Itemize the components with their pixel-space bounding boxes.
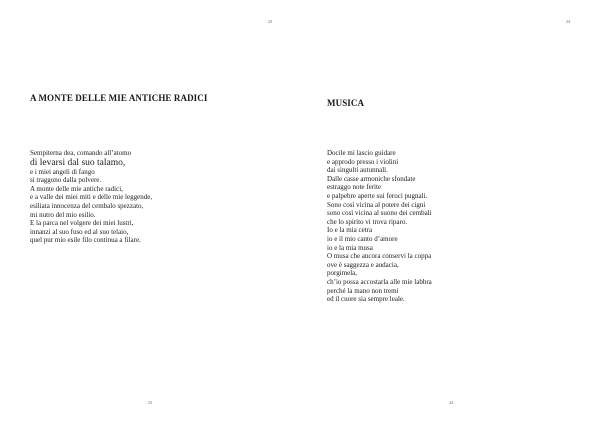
verse-line: Dalle casse armoniche sfondate — [327, 174, 416, 183]
verse-line: esiliata innocenza del cembalo spezzato, — [30, 201, 144, 210]
verse-line: di levarsi dal suo talamo, — [30, 157, 126, 168]
verse-line: Docile mi lascio guidare — [327, 149, 396, 157]
verse-line: ch’io possa accostarla alle mie labbra — [327, 277, 432, 286]
right-footer-page-number: 24 — [449, 400, 453, 405]
verse-line: mi nutro del mio esilio. — [30, 210, 96, 219]
right-page — [300, 0, 600, 424]
verse-line: si traggono dalla polvere. — [30, 176, 102, 185]
verse-line: io e il mio canto d’amore — [327, 234, 398, 243]
verse-line: io e la mia musa — [327, 243, 373, 252]
verse-line: sono così vicina al suono dei cembali — [327, 209, 432, 218]
verse-line: E la parca nel volgere dei miei lustri, — [30, 219, 134, 228]
verse-line: innanzi al suo fuso ed al suo telaio, — [30, 227, 129, 236]
verse-line: Sempiterna dea, comando all’atomo — [30, 149, 132, 157]
verse-line: Sono così vicina al potere dei cigni — [327, 200, 426, 209]
verse-line: dai singulti autunnali. — [327, 166, 388, 175]
left-footer-page-number: 23 — [148, 400, 152, 405]
left-poem-body — [30, 149, 152, 245]
verse-line: perché la mano non tremi — [327, 286, 399, 295]
verse-line: A monte delle mie antiche radici, — [30, 184, 123, 193]
left-poem-title: A MONTE DELLE MIE ANTICHE RADICI — [30, 93, 208, 103]
verse-line: quel pur mio esile filo continua a filare. — [30, 236, 141, 245]
verse-line: che lo spirito vi trova riparo. — [327, 217, 408, 226]
verse-line: e palpebre aperte sui feroci pugnali. — [327, 191, 428, 200]
verse-line: estraggo note ferite — [327, 183, 382, 192]
verse-line: ove è saggezza e audacia, — [327, 260, 399, 269]
verse-line: e i miei angeli di fango — [30, 167, 95, 176]
verse-line: e a valle dei miei miti e delle mie leggende, — [30, 193, 153, 202]
verse-line: porgimela, — [327, 269, 358, 278]
right-poem-title: MUSICA — [327, 98, 365, 108]
verse-line: ed il cuore sia sempre leale. — [327, 295, 405, 304]
verse-line: O musa che ancora conservi la coppa — [327, 252, 432, 261]
right-header-page-number: 24 — [566, 19, 570, 24]
right-poem-body — [327, 149, 432, 304]
verse-line: Io e la mia cetra — [327, 226, 373, 235]
left-header-page-number: 23 — [268, 19, 272, 24]
verse-line: e approdo presso i violini — [327, 157, 399, 166]
